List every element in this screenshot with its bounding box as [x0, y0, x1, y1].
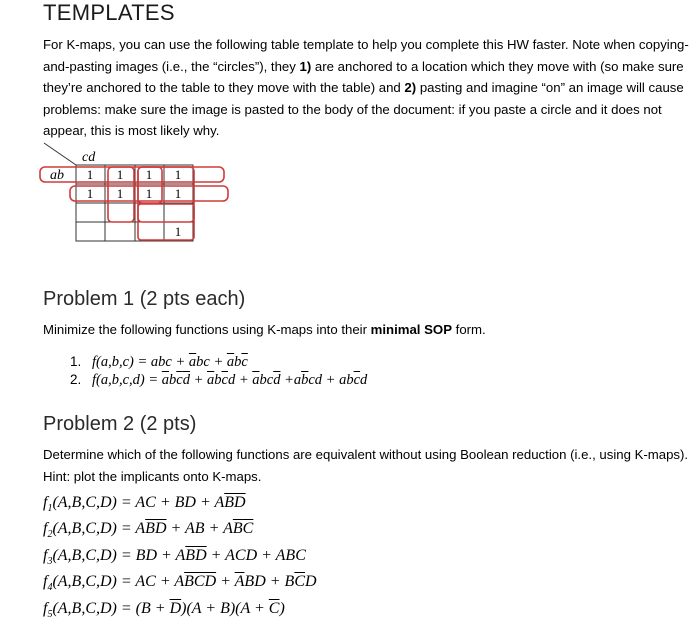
kmap-col-label: cd [82, 150, 96, 165]
kmap-row-label: ab [50, 168, 64, 183]
kmap-cell-r1c1: 1 [86, 167, 94, 182]
kmap-group-row1 [40, 167, 224, 182]
kmap-grid [76, 165, 193, 241]
function-f4: $f_4(A,B,C,D)$ = AC + $A\overline{BCD} + \overline{A}BD + B\overline{C}D$ [43, 573, 317, 594]
problem1-intro-bold: minimal SOP [370, 322, 452, 337]
section-heading-templates: TEMPLATES [43, 0, 175, 25]
kmap-group-col2 [108, 167, 134, 222]
problem1-intro: Minimize the following functions using K-maps into their minimal SOP form. [43, 322, 486, 337]
templates-paragraph [43, 34, 693, 142]
problem1-list [70, 353, 367, 389]
templates-bold-2: 2) [404, 80, 417, 95]
kmap-cell-r2c3: 1 [145, 186, 153, 201]
kmap-group-bottom [138, 204, 194, 240]
function-f1: $f_1(A,B,C,D)$ = AC + BD + $A\overline{B}\overline{D}$ [43, 494, 246, 515]
function-f3: $f_3(A,B,C,D)$ = BD + $A\overline{B}\overline{D}$ + ACD + ABC [43, 546, 306, 567]
kmap-cell-r2c2: 1 [116, 186, 124, 201]
templates-text-1: For K-maps, you can use the following table template to help you complete this HW faster. Note when copying-and-pasting images (i.e., the “circles”), they [43, 37, 689, 74]
function-f5: $f_5(A,B,C,D) = (B + \overline{D})(A + B)(A + \overline{C})$ [43, 599, 285, 620]
problem2-functions [43, 493, 317, 625]
kmap-cell-r1c4: 1 [174, 167, 182, 182]
kmap-group-row2 [70, 186, 228, 201]
problem1-item-2: 2. $f(a,b,c,d) = \overline{a}b\overline{c}\overline{d} + \overline{a}b\overline{c}d + \overline{a}bc\overline{d} +a\overline{b}cd + ab\overline{c}d$ [70, 372, 368, 388]
kmap-group-col3 [138, 167, 162, 203]
kmap-group-col34 [138, 167, 194, 222]
section-heading-problem2: Problem 2 (2 pts) [43, 413, 197, 435]
function-f2: $f_2(A,B,C,D) = A\overline{B}\overline{D}$ + AB + $A\overline{B}\overline{C}$ [43, 520, 254, 541]
kmap-cell-r2c1: 1 [86, 186, 94, 201]
templates-bold-1: 1) [299, 58, 312, 74]
kmap-cell-r1c3: 1 [145, 167, 153, 182]
kmap-cell-r4c4: 1 [174, 224, 182, 239]
problem1-item-1: 1. f(a,b,c) = abc + $\overline{a}bc + \overline{a}b\overline{c}$ [70, 354, 248, 370]
kmap-cell-r2c4: 1 [174, 186, 182, 201]
kmap-corner-diagonal [44, 143, 76, 165]
section-heading-problem1: Problem 1 (2 pts each) [43, 288, 246, 310]
problem2-intro: Determine which of the following functions are equivalent without using Boolean reduction (i.e., using K-maps). Hint: plot the implicants onto K-maps. [43, 447, 689, 484]
templates-text-2: are anchored to a location which they move with (so make sure they’re anchored to the table to they move with the table) and [43, 58, 684, 95]
templates-text-3: pasting and imagine “on” an image will cause problems: make sure the image is pasted to the body of the document: if you paste a circle and it does not appear, this is most likely why. [43, 80, 684, 138]
kmap-groups [40, 167, 228, 240]
kmap-cell-r1c2: 1 [116, 167, 124, 182]
